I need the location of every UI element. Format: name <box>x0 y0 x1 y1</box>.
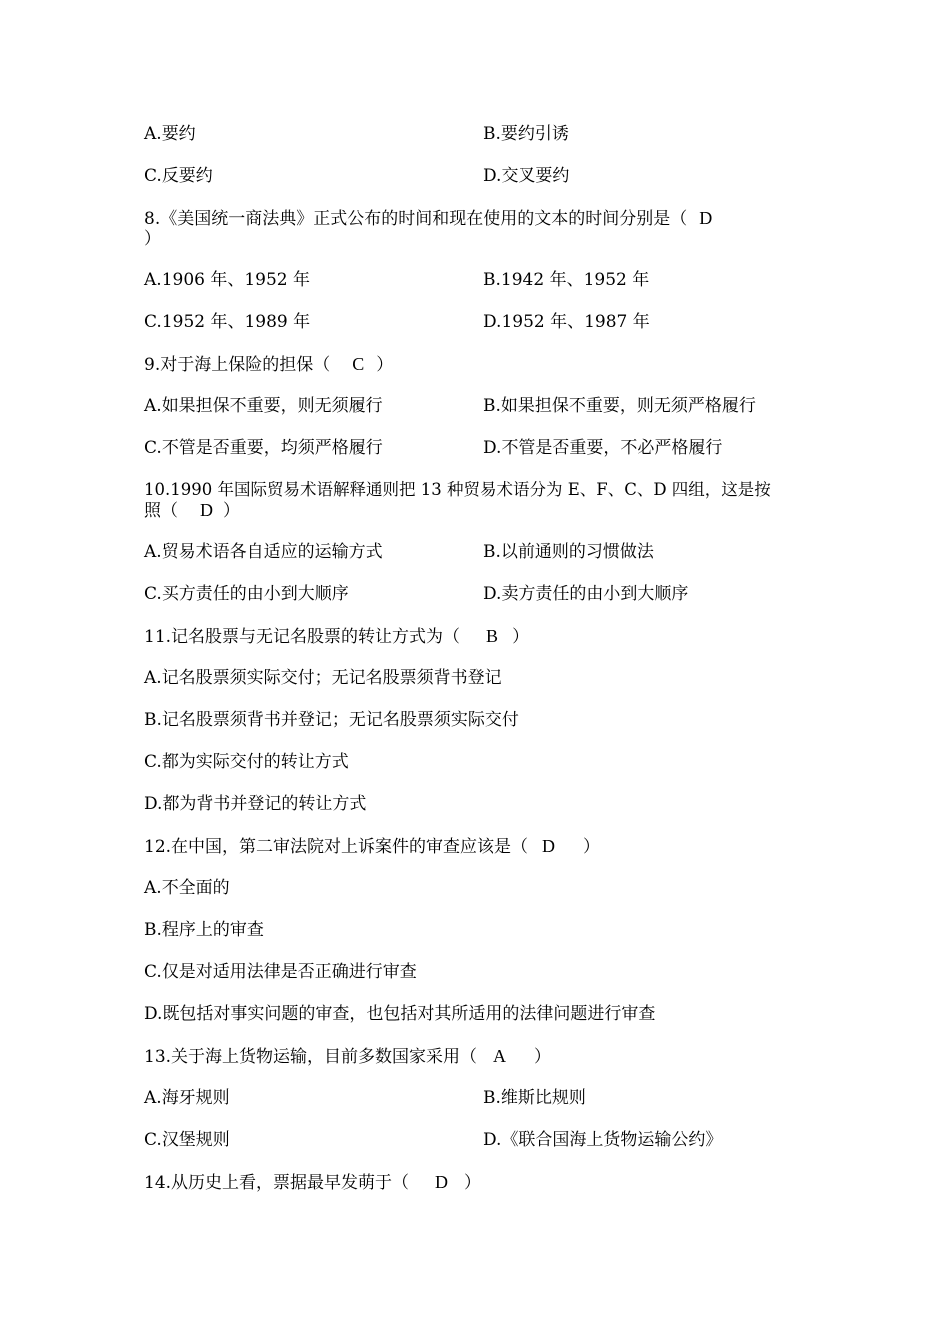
option-text: 卖方责任的由小到大顺序 <box>501 584 689 604</box>
option-text: 买方责任的由小到大顺序 <box>161 584 349 604</box>
option-d <box>483 166 569 186</box>
option-letter: B. <box>483 124 501 144</box>
question-text: 对于海上保险的担保（ <box>160 355 331 375</box>
option-a <box>144 878 230 898</box>
answer-mark: D <box>200 500 213 520</box>
option-b <box>144 710 519 730</box>
option-text: 如果担保不重要，则无须履行 <box>161 396 383 416</box>
option-c <box>144 1130 230 1150</box>
option-d <box>144 794 366 814</box>
option-b <box>483 124 569 144</box>
option-text: 《联合国海上货物运输公约》 <box>501 1130 723 1150</box>
question-text: ） <box>376 355 394 375</box>
option-d <box>483 312 650 332</box>
option-b <box>483 542 654 562</box>
answer-mark: B <box>486 626 499 646</box>
option-text: 1906 年、1952 年 <box>161 270 311 290</box>
question-number: 14. <box>144 1173 172 1193</box>
option-letter: A. <box>144 668 162 688</box>
question-text: ） <box>583 837 601 857</box>
option-letter: D. <box>483 312 502 332</box>
question-number: 12. <box>144 837 172 857</box>
option-text: 记名股票须背书并登记；无记名股票须实际交付 <box>161 710 519 730</box>
question-text: 照（ <box>144 501 178 521</box>
option-b <box>483 1088 586 1108</box>
answer-mark: D <box>699 208 713 228</box>
question-text: 关于海上货物运输，目前多数国家采用（ <box>171 1047 478 1067</box>
option-letter: C. <box>144 1130 162 1150</box>
option-letter: A. <box>144 396 162 416</box>
option-text: 维斯比规则 <box>500 1088 586 1108</box>
option-letter: C. <box>144 584 162 604</box>
option-c <box>144 438 383 458</box>
option-letter: C. <box>144 312 162 332</box>
option-a <box>144 396 383 416</box>
answer-mark: D <box>435 1172 449 1192</box>
option-text: 不全面的 <box>161 878 230 898</box>
question-text: 从历史上看，票据最早发萌于（ <box>171 1173 410 1193</box>
question-text: 在中国，第二审法院对上诉案件的审查应该是（ <box>171 837 529 857</box>
question-10-stem-cont <box>144 500 240 521</box>
option-letter: A. <box>144 1088 162 1108</box>
option-d <box>483 1130 722 1150</box>
question-number: 11. <box>144 627 172 647</box>
option-letter: D. <box>144 794 163 814</box>
option-b <box>483 396 756 416</box>
question-number: 9. <box>144 355 161 375</box>
option-letter: B. <box>483 1088 501 1108</box>
option-a <box>144 668 502 688</box>
option-letter: A. <box>144 878 162 898</box>
option-text: 反要约 <box>161 166 213 186</box>
option-text: 不管是否重要，均须严格履行 <box>161 438 383 458</box>
option-letter: A. <box>144 124 162 144</box>
option-c <box>144 752 349 772</box>
option-letter: C. <box>144 962 162 982</box>
question-text: 《美国统一商法典》正式公布的时间和现在使用的文本的时间分别是（ <box>160 209 688 229</box>
option-letter: B. <box>144 920 162 940</box>
question-text: ） <box>534 1047 552 1067</box>
option-letter: C. <box>144 438 162 458</box>
option-text: 海牙规则 <box>161 1088 230 1108</box>
option-text: 贸易术语各自适应的运输方式 <box>161 542 383 562</box>
option-d <box>483 584 688 604</box>
question-14-stem <box>144 1172 481 1193</box>
option-c <box>144 312 310 332</box>
question-8-stem-cont <box>144 229 161 249</box>
option-a <box>144 1088 230 1108</box>
option-d <box>144 1004 655 1024</box>
option-text: 汉堡规则 <box>161 1130 230 1150</box>
option-c <box>144 166 213 186</box>
option-letter: D. <box>483 584 502 604</box>
option-a <box>144 270 310 290</box>
option-d <box>483 438 722 458</box>
question-11-stem <box>144 626 529 647</box>
option-a <box>144 124 196 144</box>
option-text: 如果担保不重要，则无须严格履行 <box>500 396 756 416</box>
question-text: ） <box>512 627 530 647</box>
question-10-stem <box>144 480 771 500</box>
option-c <box>144 584 349 604</box>
option-text: 仅是对适用法律是否正确进行审查 <box>161 962 417 982</box>
option-letter: D. <box>483 166 502 186</box>
option-text: 1942 年、1952 年 <box>500 270 650 290</box>
option-text: 都为实际交付的转让方式 <box>161 752 349 772</box>
option-b <box>144 920 264 940</box>
question-9-stem <box>144 354 393 375</box>
option-letter: B. <box>483 542 501 562</box>
question-number: 10. <box>144 480 171 499</box>
question-number: 8. <box>144 209 161 229</box>
question-text: ） <box>223 501 240 521</box>
option-text: 交叉要约 <box>501 166 570 186</box>
option-text: 要约 <box>161 124 196 144</box>
option-text: 要约引诱 <box>500 124 569 144</box>
option-b <box>483 270 649 290</box>
question-text: 记名股票与无记名股票的转让方式为（ <box>171 627 461 647</box>
question-text: ） <box>464 1173 482 1193</box>
option-text: 既包括对事实问题的审查，也包括对其所适用的法律问题进行审查 <box>162 1004 656 1024</box>
option-letter: C. <box>144 166 162 186</box>
answer-mark: D <box>542 836 556 856</box>
question-text: ） <box>144 229 161 249</box>
question-8-stem <box>144 208 712 229</box>
option-letter: D. <box>483 438 502 458</box>
answer-mark: C <box>352 354 365 374</box>
option-letter: A. <box>144 542 162 562</box>
option-text: 都为背书并登记的转让方式 <box>162 794 367 814</box>
question-text: 1990 年国际贸易术语解释通则把 13 种贸易术语分为 E、F、C、D 四组，这是按 <box>170 480 771 499</box>
option-letter: B. <box>483 396 501 416</box>
option-letter: B. <box>483 270 501 290</box>
question-number: 13. <box>144 1047 172 1067</box>
option-letter: D. <box>144 1004 163 1024</box>
answer-mark: A <box>493 1046 507 1066</box>
option-text: 记名股票须实际交付；无记名股票须背书登记 <box>161 668 502 688</box>
option-letter: D. <box>483 1130 502 1150</box>
option-text: 不管是否重要，不必严格履行 <box>501 438 723 458</box>
option-text: 1952 年、1987 年 <box>501 312 650 332</box>
option-c <box>144 962 417 982</box>
option-text: 程序上的审查 <box>161 920 264 940</box>
option-letter: C. <box>144 752 162 772</box>
option-text: 以前通则的习惯做法 <box>500 542 654 562</box>
option-a <box>144 542 383 562</box>
question-12-stem <box>144 836 600 857</box>
question-13-stem <box>144 1046 551 1067</box>
option-letter: B. <box>144 710 162 730</box>
option-text: 1952 年、1989 年 <box>161 312 311 332</box>
option-letter: A. <box>144 270 162 290</box>
